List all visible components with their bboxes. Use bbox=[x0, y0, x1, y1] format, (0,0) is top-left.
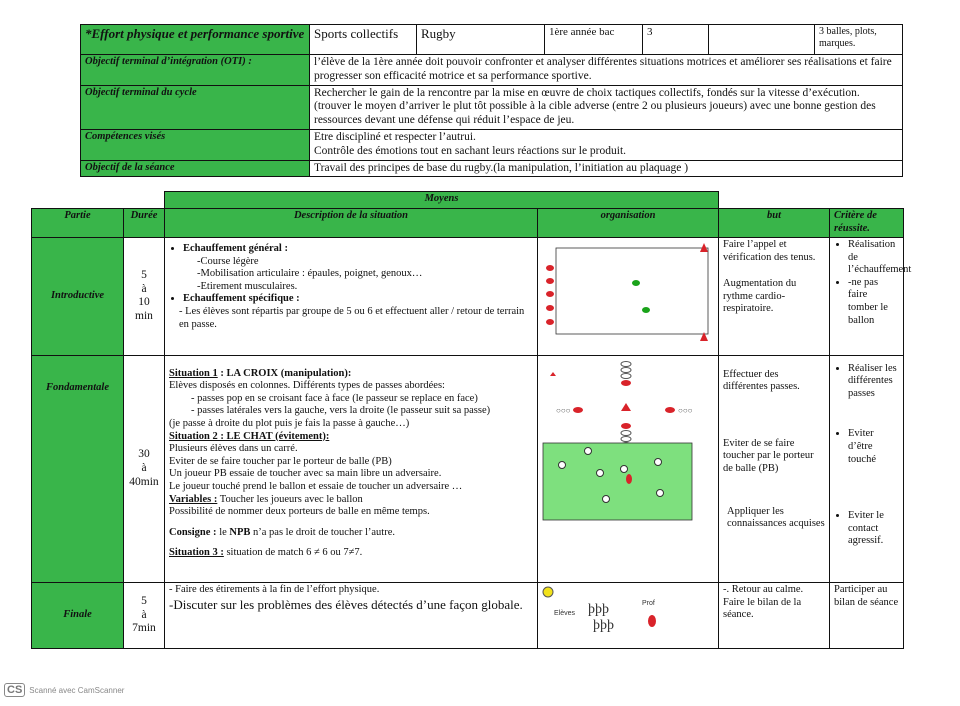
ball-carrier bbox=[626, 474, 632, 484]
consigne-npb: NPB bbox=[229, 526, 251, 538]
warm-spec-text: - Les élèves sont répartis par groupe de 5 ou 6 et effectuent aller / retour de terrain en passe. bbox=[179, 305, 525, 330]
duree-fond-3: 40min bbox=[129, 475, 159, 488]
duree-finale bbox=[124, 583, 165, 649]
player bbox=[621, 436, 631, 441]
but-fond bbox=[719, 355, 830, 583]
warm-gen-title: • Echauffement général : bbox=[183, 243, 533, 256]
but-fond-2: Eviter de se faire toucher par le porteur de balle (PB) bbox=[723, 437, 814, 474]
header-session: 3 bbox=[643, 25, 709, 55]
s1-name: : LA CROIX (manipulation): bbox=[217, 367, 352, 379]
header-material: 3 balles, plots, marques. bbox=[815, 25, 903, 55]
org-fond bbox=[538, 355, 719, 583]
critere-intro bbox=[830, 238, 912, 356]
camscanner-logo: CS bbox=[4, 683, 25, 697]
col-partie: Partie bbox=[32, 209, 124, 238]
seance-text: Travail des principes de base du rugby.(la manipulation, l’initiation au plaquage ) bbox=[310, 160, 903, 177]
row-finale bbox=[32, 583, 904, 649]
left-column-players: ○○○ bbox=[556, 405, 571, 415]
consigne-text: le bbox=[216, 526, 230, 538]
desc-intro bbox=[165, 238, 538, 356]
ball bbox=[665, 407, 675, 413]
info-table bbox=[80, 24, 903, 177]
partie-finale: Finale bbox=[32, 583, 124, 649]
s1-line-1: Elèves disposés en colonnes. Différents types de passes abordées: bbox=[169, 380, 445, 392]
otc-text: Rechercher le gain de la rencontre par la mise en œuvre de choix tactiques collectifs, fondés sur la vitesse d’exécution. (trouver le moyen d’arriver le plut tôt possible à la cible adverse (entre 2 ou plusieurs joueurs) avec une bonne gestion des ressources devant une défense qui réduit l’espace de jeu. bbox=[310, 85, 903, 129]
label-prof: Prof bbox=[642, 600, 655, 608]
player bbox=[585, 447, 592, 454]
duree-intro-1: 5 bbox=[141, 268, 147, 281]
cross-drill bbox=[550, 361, 693, 447]
duree-intro-3: 10 bbox=[138, 296, 150, 309]
session-table bbox=[31, 191, 912, 649]
critere-fond bbox=[830, 355, 904, 583]
player bbox=[621, 361, 631, 366]
oti-text: l’élève de la 1ère année doit pouvoir confronter et analyser différentes situations motrices et améliorer ses réalisations et faire progresser son efficacité motrice et sa performance sportive. bbox=[310, 55, 903, 86]
players-left bbox=[546, 265, 554, 325]
but-intro-2: Augmentation du rythme cardio-respiratoire. bbox=[723, 278, 797, 315]
player bbox=[546, 265, 554, 271]
field-outline bbox=[556, 248, 708, 334]
crit-fond-3: • Eviter le contact agressif. bbox=[848, 510, 899, 548]
col-duree: Durée bbox=[124, 209, 165, 238]
s1-line-4: (je passe à droite du plot puis je fais la passe à gauche…) bbox=[169, 417, 410, 429]
marker bbox=[550, 372, 556, 376]
col-description: Description de la situation bbox=[165, 209, 538, 238]
ball bbox=[573, 407, 583, 413]
var-text: Toucher les joueurs avec le ballon bbox=[217, 493, 363, 505]
s1-line-3: - passes latérales vers la gauche, vers la droite (le passeur suit sa passe) bbox=[191, 405, 491, 417]
finale-line-2: -Discuter sur les problèmes des élèves détectés d’une façon globale. bbox=[169, 596, 523, 612]
partie-fond: Fondamentale bbox=[32, 355, 124, 583]
player bbox=[603, 495, 610, 502]
s1-line-2: - passes pop en se croisant face à face (le passeur se replace en face) bbox=[191, 392, 478, 404]
s2-title: Situation 2 : LE CHAT (évitement): bbox=[169, 430, 330, 442]
warm-item-1: -Course légère bbox=[197, 255, 259, 267]
player bbox=[559, 461, 566, 468]
header-title: *Effort physique et performance sportive bbox=[81, 25, 310, 55]
s2-line-4: Le joueur touché prend le ballon et essaie de toucher un adversaire … bbox=[169, 480, 463, 492]
scanner-watermark bbox=[4, 683, 124, 697]
var-label: Variables : bbox=[169, 493, 218, 505]
player bbox=[621, 465, 628, 472]
player bbox=[657, 489, 664, 496]
center-cone bbox=[621, 403, 631, 411]
player bbox=[597, 469, 604, 476]
duree-intro bbox=[124, 238, 165, 356]
ball bbox=[543, 587, 553, 597]
consigne-rest: n’a pas le droit de toucher l’autre. bbox=[250, 526, 395, 538]
but-intro-1: Faire l’appel et vérification des tenus. bbox=[723, 239, 816, 263]
moyens-header: Moyens bbox=[165, 192, 719, 209]
but-intro bbox=[719, 238, 830, 356]
duree-intro-2: à bbox=[141, 282, 147, 295]
students-group: ϸϸϸ bbox=[593, 618, 614, 634]
var-line-2: Possibilité de nommer deux porteurs de balle en même temps. bbox=[169, 506, 430, 518]
desc-fond bbox=[165, 355, 538, 583]
ball-1 bbox=[632, 280, 640, 286]
finale-diagram bbox=[538, 583, 718, 643]
duree-finale-2: à bbox=[141, 608, 147, 621]
warm-item-3: -Etirement musculaires. bbox=[197, 280, 298, 292]
duree-fond bbox=[124, 355, 165, 583]
s2-line-1: Plusieurs élèves dans un carré. bbox=[169, 443, 298, 455]
org-finale bbox=[538, 583, 719, 649]
oti-label: Objectif terminal d’intégration (OTI) : bbox=[81, 55, 310, 86]
duree-fond-2: à bbox=[141, 461, 147, 474]
warm-item-2: -Mobilisation articulaire : épaules, poignet, genoux… bbox=[197, 268, 423, 280]
s2-line-2: Eviter de se faire toucher par le porteur de balle (PB) bbox=[169, 455, 392, 467]
crit-fond-2: • Eviter d’être touché bbox=[848, 428, 899, 466]
competence-1: Etre discipliné et respecter l’autrui. bbox=[314, 130, 476, 143]
warm-spec-title: • Echauffement spécifique : bbox=[183, 293, 533, 306]
header-empty bbox=[709, 25, 815, 55]
player bbox=[655, 458, 662, 465]
player bbox=[546, 305, 554, 311]
player bbox=[621, 367, 631, 372]
students-group: ϸϸϸ bbox=[588, 602, 609, 618]
but-fond-1: Effectuer des différentes passes. bbox=[723, 368, 800, 393]
header-sport: Rugby bbox=[417, 25, 545, 55]
duree-intro-4: min bbox=[135, 310, 153, 323]
header-level: 1ère année bac bbox=[545, 25, 643, 55]
critere-intro-2: • -ne pas faire tomber le ballon bbox=[848, 277, 899, 327]
org-intro bbox=[538, 238, 719, 356]
competence-2: Contrôle des émotions tout en sachant leurs réactions sur le produit. bbox=[314, 144, 627, 157]
duree-finale-1: 5 bbox=[141, 594, 147, 607]
player bbox=[621, 373, 631, 378]
but-finale: -. Retour au calme. Faire le bilan de la séance. bbox=[719, 583, 830, 649]
fond-diagram bbox=[538, 356, 718, 578]
but-fond-3: Appliquer les connaissances acquises bbox=[727, 505, 825, 530]
right-column-players: ○○○ bbox=[678, 405, 693, 415]
desc-finale bbox=[165, 583, 538, 649]
competences-text bbox=[310, 129, 903, 160]
label-eleves: Elèves bbox=[554, 610, 576, 618]
player bbox=[546, 278, 554, 284]
ball bbox=[621, 380, 631, 386]
competences-label: Compétences visés bbox=[81, 129, 310, 160]
col-organisation: organisation bbox=[538, 209, 719, 238]
row-introductive bbox=[32, 238, 904, 356]
finale-line-1: - Faire des étirements à la fin de l’effort physique. bbox=[169, 584, 380, 596]
critere-intro-1: • Réalisation de l’échauffement bbox=[848, 239, 899, 277]
col-critere: Critère de réussite. bbox=[830, 209, 904, 238]
ball bbox=[621, 423, 631, 429]
seance-label: Objectif de la séance bbox=[81, 160, 310, 177]
duree-fond-1: 30 bbox=[138, 448, 150, 461]
s1-title: Situation 1 bbox=[169, 367, 218, 379]
teacher bbox=[648, 615, 656, 627]
chat-square bbox=[543, 443, 692, 520]
critere-finale: Participer au bilan de séance bbox=[830, 583, 904, 649]
otc-label: Objectif terminal du cycle bbox=[81, 85, 310, 129]
player bbox=[546, 291, 554, 297]
s2-line-3: Un joueur PB essaie de toucher avec sa main libre un adversaire. bbox=[169, 468, 442, 480]
player bbox=[621, 430, 631, 435]
row-fondamentale bbox=[32, 355, 904, 583]
s3-label: Situation 3 : bbox=[169, 547, 224, 559]
cone-bottom-right bbox=[700, 332, 708, 341]
crit-fond-1: • Réaliser les différentes passes bbox=[848, 363, 899, 401]
partie-intro: Introductive bbox=[32, 238, 124, 356]
consigne-label: Consigne : bbox=[169, 526, 217, 538]
square-zone bbox=[543, 443, 692, 520]
player bbox=[546, 319, 554, 325]
duree-finale-3: 7min bbox=[132, 622, 156, 635]
cone-top-right bbox=[700, 243, 708, 252]
col-but: but bbox=[719, 209, 830, 238]
ball-2 bbox=[642, 307, 650, 313]
s3-text: situation de match 6 ≠ 6 ou 7≠7. bbox=[223, 547, 363, 559]
header-activity: Sports collectifs bbox=[310, 25, 417, 55]
camscanner-text: Scanné avec CamScanner bbox=[29, 685, 125, 695]
warmup-diagram bbox=[538, 238, 718, 350]
